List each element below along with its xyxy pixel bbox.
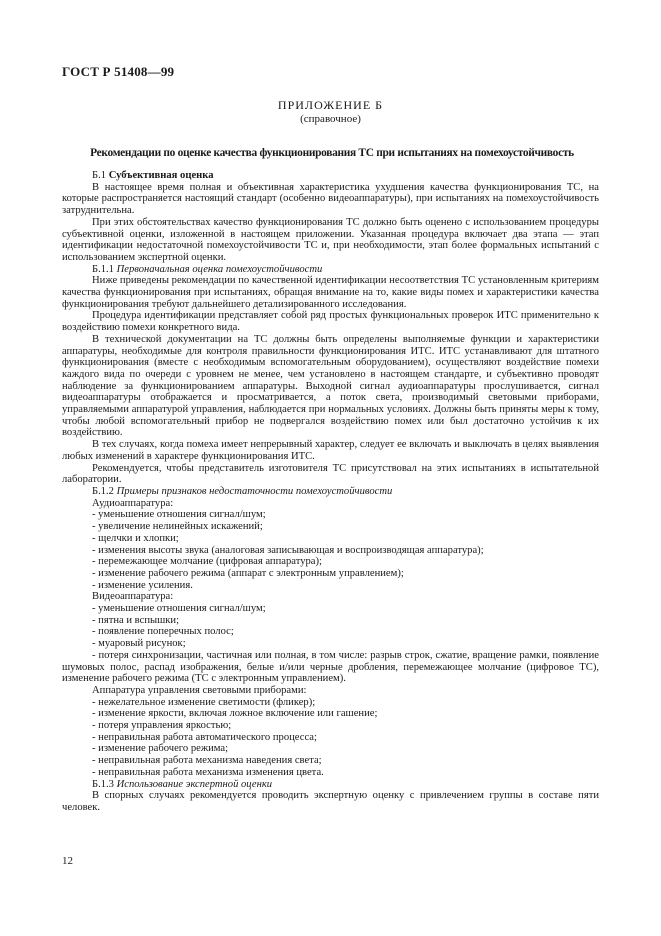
paragraph: В технической документации на ТС должны быть определены выполняемые функции и характеристики аппаратуры, необходимые для контроля правильности функционирования ИТС. ИТС устанавливают для штатного функционирования (вместе с необходимым вспомогательным оборудованием), осуществляют воздействие помехи каждого вида по очереди с уровнем не менее, чем установлено в настоящем стандарте, и субъективно проводят наблюдение за функционированием аппаратуры. Выходной сигнал аудиоаппаратуры прослушивается, сигнал видеоаппаратуры отображается и просматривается, а поток света, производимый световыми приборами, управляемыми аппаратурой управления, наблюдается при нормальных условиях. Должны быть приняты меры к тому, чтобы любой вспомогательный прибор не подвергался воздействию помех или был достаточно устойчив к их воздействию. [62, 333, 599, 439]
section-heading-b12: Б.1.2 Примеры признаков недостаточности помехоустойчивости [92, 485, 393, 497]
list-item: - уменьшение отношения сигнал/шум; [92, 509, 266, 521]
list-item: - пятна и вспышки; [92, 614, 180, 626]
document-body [62, 170, 599, 814]
standard-number: ГОСТ Р 51408—99 [62, 64, 175, 79]
list-item: - муаровый рисунок; [92, 638, 186, 650]
paragraph: В спорных случаях рекомендуется проводить экспертную оценку с привлечением группы в составе пяти человек. [62, 790, 599, 813]
list-item: - щелчки и хлопки; [92, 532, 179, 544]
list-item: - появление поперечных полос; [92, 626, 234, 638]
section-heading-b1: Б.1 Субъективная оценка [92, 170, 214, 181]
list-item: - уменьшение отношения сигнал/шум; [92, 603, 266, 615]
section-heading-b13: Б.1.3 Использование экспертной оценки [92, 778, 273, 790]
list-item: - перемежающее молчание (цифровая аппаратура); [92, 556, 322, 568]
list-item: - потеря синхронизации, частичная или полная, в том числе: разрыв строк, сжатие, вращение рамки, появление шумовых полос, распад изображения, белые и/или черные дробления, перемежающее молчание (цифровое ТС), изменение рабочего режима (ТС с электронным управлением). [62, 649, 599, 685]
list-item: - неправильная работа механизма наведения света; [92, 755, 322, 767]
list-item: - неправильная работа механизма изменения цвета. [92, 766, 324, 778]
paragraph: Рекомендуется, чтобы представитель изготовителя ТС присутствовал на этих испытаниях в испытательной лаборатории. [62, 462, 599, 486]
paragraph: В настоящее время полная и объективная характеристика ухудшения качества функционирования ТС, на которые распространяется настоящий стандарт (особенно видеоаппаратуры), при испытаниях на помехоустойчивость затруднительна. [62, 181, 599, 217]
list-label-lighting: Аппаратура управления световыми приборами: [92, 684, 307, 696]
list-item: - нежелательное изменение светимости (фликер); [92, 696, 316, 708]
paragraph: Ниже приведены рекомендации по качественной идентификации несоответствия ТС установленным критериям качества функционирования при испытаниях, обращая внимание на то, какие виды помех и характеристики качества функционирования требуют дальнейшего детализированного исследования. [62, 275, 599, 310]
annex-subtitle: (справочное) [300, 113, 361, 125]
lighting-symptom-list [62, 697, 599, 779]
list-item: - неправильная работа автоматического процесса; [92, 731, 317, 743]
list-item: - изменение рабочего режима (аппарат с электронным управлением); [92, 567, 404, 579]
paragraph: Процедура идентификации представляет собой ряд простых функциональных проверок ИТС применительно к воздействию помехи конкретного вида. [62, 310, 599, 334]
list-item: - изменение яркости, включая ложное включение или гашение; [92, 708, 378, 720]
section-heading-b11: Б.1.1 Первоначальная оценка помехоустойчивости [92, 263, 323, 275]
annex-title: ПРИЛОЖЕНИЕ Б [277, 98, 384, 112]
list-item: - изменение рабочего режима; [92, 743, 229, 755]
list-item: - увеличение нелинейных искажений; [92, 521, 263, 533]
list-label-video: Видеоаппаратура: [92, 591, 174, 603]
paragraph: При этих обстоятельствах качество функционирования ТС должно быть оценено с использованием процедуры субъективной оценки, изложенной в настоящем приложении. Указанная процедура включает два этапа — этап идентификации недостаточной помехоустойчивости ТС и, при необходимости, этап более формальных испытаний с использованием экспертной оценки. [62, 216, 599, 263]
document-title: Рекомендации по оценке качества функционирования ТС при испытаниях на помехоустойчивость [90, 147, 574, 159]
audio-symptom-list [62, 509, 599, 591]
video-symptom-list [62, 603, 599, 650]
paragraph: В тех случаях, когда помеха имеет непрерывный характер, следует ее включать и выключать в целях выявления любых изменений в характере функционирования ИТС. [62, 439, 599, 462]
list-label-audio: Аудиоаппаратура: [92, 497, 174, 509]
page-number: 12 [62, 855, 73, 867]
list-item: - изменение усиления. [92, 579, 193, 591]
list-item: - потеря управления яркостью; [92, 720, 232, 732]
list-item: - изменения высоты звука (аналоговая записывающая и воспроизводящая аппаратура); [92, 544, 484, 556]
